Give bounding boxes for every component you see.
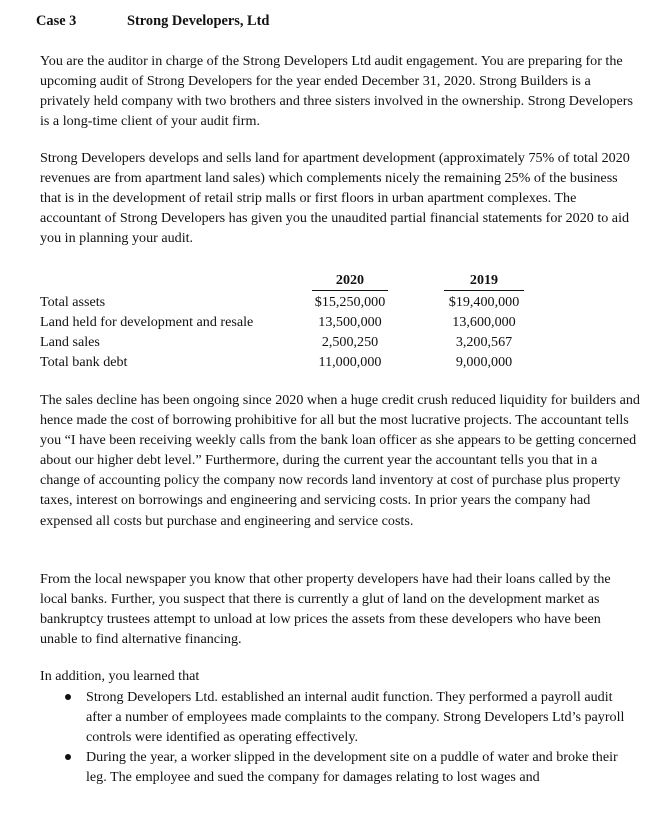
table-row — [40, 332, 560, 352]
value-2019: 9,000,000 — [455, 354, 513, 370]
column-header-2019: 2019 — [444, 271, 524, 291]
financial-table — [40, 268, 560, 378]
row-label: Land held for development and resale — [40, 314, 254, 330]
value-2020: 11,000,000 — [318, 354, 382, 370]
value-2019: 13,600,000 — [452, 314, 516, 330]
bullet-icon — [65, 754, 71, 760]
list-item — [40, 747, 640, 787]
bullet-text: During the year, a worker slipped in the development site on a puddle of water and broke their leg. The employee and sued the company for damages relating to lost wages and — [86, 749, 618, 786]
table-row — [40, 312, 560, 332]
value-2020: $15,250,000 — [314, 294, 386, 310]
row-label: Total assets — [40, 294, 106, 310]
paragraph-sales-decline: The sales decline has been ongoing since 2020 when a huge credit crush reduced liquidity for builders and hence made the cost of borrowing prohibitive for all but the most lucrative projects. The accountant tells you “I have been receiving weekly calls from the bank loan officer as she appears to be getting concerned about our higher debt level.” Furthermore, during the current year the accountant tells you that in a change of accounting policy the company now records land inventory at cost of purchase plus property taxes, interest on borrowings and engineering and servicing costs. In prior years the company had expensed all costs but purchase and engineering and service costs. — [40, 392, 640, 529]
column-header-2020: 2020 — [312, 271, 388, 291]
value-2020: 13,500,000 — [318, 314, 382, 330]
bullet-icon — [65, 694, 71, 700]
paragraph-business: Strong Developers develops and sells land for apartment development (approximately 75% of total 2020 revenues are from apartment land sales) which complements nicely the remaining 25% of the business that is in the development of retail strip malls or first floors in urban apartment complexes. The accountant of Strong Developers has given you the unaudited partial financial statements for 2020 to aid you in planning your audit. — [40, 150, 630, 247]
value-2020: 2,500,250 — [321, 334, 379, 350]
bullet-list — [40, 687, 640, 787]
value-2019: $19,400,000 — [448, 294, 520, 310]
paragraph-newspaper: From the local newspaper you know that other property developers have had their loans called by the local banks. Further, you suspect that there is currently a glut of land on the development market as bankruptcy trustees attempt to unload at low prices the assets from these developers who have been unable to find alternative financing. — [40, 571, 611, 648]
table-row — [40, 292, 560, 312]
case-header — [36, 13, 270, 30]
case-title: Strong Developers, Ltd — [127, 13, 270, 29]
list-item — [40, 687, 640, 747]
case-label: Case 3 — [36, 13, 77, 29]
paragraph-engagement: You are the auditor in charge of the Strong Developers Ltd audit engagement. You are preparing for the upcoming audit of Strong Developers for the year ended December 31, 2020. Strong Builders is a privately held company with two brothers and three sisters involved in the ownership. Strong Developers is a long-time client of your audit firm. — [40, 53, 633, 130]
value-2019: 3,200,567 — [455, 334, 513, 350]
table-row — [40, 352, 560, 372]
paragraph-in-addition: In addition, you learned that — [40, 668, 200, 684]
bullet-text: Strong Developers Ltd. established an internal audit function. They performed a payroll audit after a number of employees made complaints to the company. Strong Developers Ltd’s payroll controls were identified as operating effectively. — [86, 689, 625, 746]
row-label: Land sales — [40, 334, 100, 350]
row-label: Total bank debt — [40, 354, 128, 370]
